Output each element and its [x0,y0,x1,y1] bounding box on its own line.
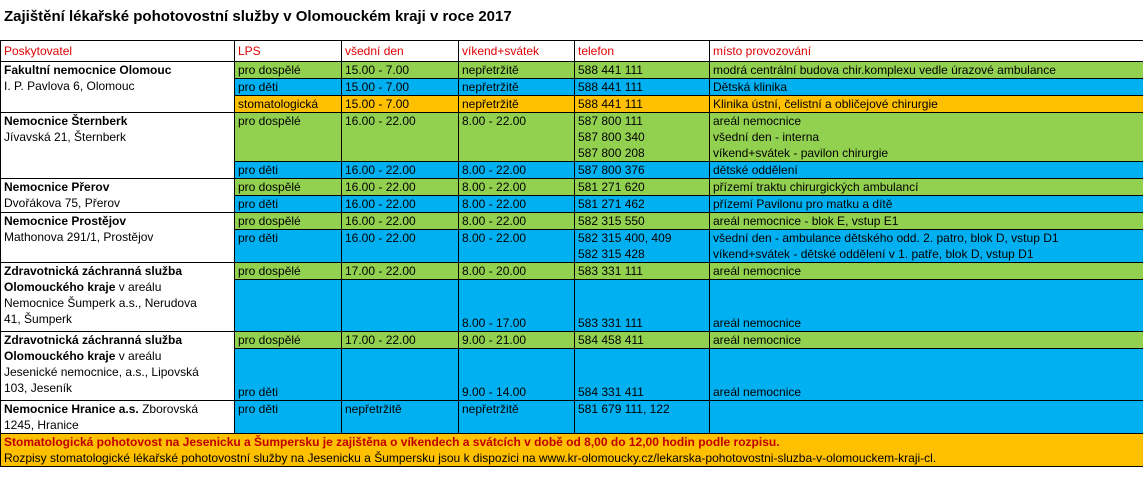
weekday-cell: 16.00 - 22.00 [342,213,459,230]
location-cell: areál nemocnice [710,332,1143,349]
provider-cell: Nemocnice Přerov Dvořákova 75, Přerov [1,179,235,213]
weekend-cell: 9.00 - 21.00 [459,332,575,349]
lps-cell: pro děti [235,401,342,434]
weekend-cell: 8.00 - 22.00 [459,196,575,213]
weekend-cell: 8.00 - 22.00 [459,113,575,162]
lps-cell: pro děti [235,230,342,263]
header-row [1,41,1143,62]
weekend-cell: 8.00 - 22.00 [459,213,575,230]
header-lps: LPS [235,41,342,62]
weekday-cell: 16.00 - 22.00 [342,113,459,162]
phone-cell: 588 441 111 [575,79,710,96]
table-row [1,113,1143,162]
lps-cell: pro dospělé [235,332,342,349]
lps-cell [235,280,342,332]
table-row [1,332,1143,349]
table-row [1,179,1143,196]
location-cell: Klinika ústní, čelistní a obličejové chirurgie [710,96,1143,113]
phone-cell: 583 331 111 [575,280,710,332]
footer-line-2: Rozpisy stomatologické lékařské pohotovostní služby na Jesenicku a Šumpersku jsou k dispozici na www.kr-olomoucky.cz/lekarska-pohotovostni-sluzba-v-olomouckem-kraji-cl. [4,451,937,465]
provider-cell: Zdravotnická záchranná služba Olomouckého kraje v areálu Nemocnice Šumperk a.s., Nerudova 41, Šumperk [1,263,235,332]
phone-cell: 588 441 111 [575,96,710,113]
table-row [1,401,1143,434]
location-cell: areál nemocnice - blok E, vstup E1 [710,213,1143,230]
phone-cell: 582 315 550 [575,213,710,230]
phone-cell: 581 679 111, 122 [575,401,710,434]
location-cell: modrá centrální budova chir.komplexu vedle úrazové ambulance [710,62,1143,79]
header-location: místo provozování [710,41,1143,62]
provider-cell: Nemocnice Prostějov Mathonova 291/1, Prostějov [1,213,235,263]
lps-cell: pro děti [235,79,342,96]
weekend-cell: 8.00 - 17.00 [459,280,575,332]
location-cell: všední den - ambulance dětského odd. 2. patro, blok D, vstup D1 víkend+svátek - dětské oddělení v 1. patře, blok D, vstup D1 [710,230,1143,263]
weekend-cell: nepřetržitě [459,401,575,434]
location-cell: přízemí traktu chirurgických ambulancí [710,179,1143,196]
phone-cell: 581 271 620 [575,179,710,196]
weekday-cell [342,280,459,332]
location-cell: areál nemocnice všední den - interna víkend+svátek - pavilon chirurgie [710,113,1143,162]
provider-cell: Zdravotnická záchranná služba Olomouckého kraje v areálu Jesenické nemocnice, a.s., Lipovská 103, Jeseník [1,332,235,401]
header-weekend: víkend+svátek [459,41,575,62]
lps-cell: pro děti [235,162,342,179]
table-row [1,62,1143,79]
weekday-cell: 16.00 - 22.00 [342,230,459,263]
lps-cell: stomatologická [235,96,342,113]
header-phone: telefon [575,41,710,62]
lps-cell: pro dospělé [235,62,342,79]
phone-cell: 584 458 411 [575,332,710,349]
location-cell: areál nemocnice [710,263,1143,280]
page-title: Zajištění lékařské pohotovostní služby v Olomouckém kraji v roce 2017 [4,8,512,25]
weekend-cell: nepřetržitě [459,62,575,79]
phone-cell: 587 800 376 [575,162,710,179]
weekday-cell: 17.00 - 22.00 [342,332,459,349]
header-provider: Poskytovatel [1,41,235,62]
lps-cell: pro dospělé [235,113,342,162]
footer-note [1,434,1143,467]
footer-line-1: Stomatologická pohotovost na Jesenicku a Šumpersku je zajištěna o víkendech a svátcích v době od 8,00 do 12,00 hodin podle rozpisu. [4,435,780,449]
phone-cell: 588 441 111 [575,62,710,79]
location-cell: areál nemocnice [710,349,1143,401]
footer-row [1,434,1143,467]
location-cell: Dětská klinika [710,79,1143,96]
phone-cell: 587 800 111 587 800 340 587 800 208 [575,113,710,162]
weekday-cell: 16.00 - 22.00 [342,196,459,213]
weekday-cell: 15.00 - 7.00 [342,62,459,79]
weekday-cell: nepřetržitě [342,401,459,434]
weekday-cell: 15.00 - 7.00 [342,96,459,113]
phone-cell: 584 331 411 [575,349,710,401]
emergency-service-table [0,40,1143,467]
phone-cell: 583 331 111 [575,263,710,280]
location-cell [710,401,1143,434]
weekday-cell: 16.00 - 22.00 [342,179,459,196]
lps-cell: pro děti [235,349,342,401]
weekday-cell: 15.00 - 7.00 [342,79,459,96]
table-row [1,263,1143,280]
weekday-cell [342,349,459,401]
phone-cell: 582 315 400, 409 582 315 428 [575,230,710,263]
weekend-cell: nepřetržitě [459,79,575,96]
lps-cell: pro dospělé [235,179,342,196]
weekend-cell: nepřetržitě [459,96,575,113]
phone-cell: 581 271 462 [575,196,710,213]
location-cell: areál nemocnice [710,280,1143,332]
provider-cell: Nemocnice Hranice a.s. Zborovská 1245, Hranice [1,401,235,434]
weekday-cell: 16.00 - 22.00 [342,162,459,179]
weekend-cell: 9.00 - 14.00 [459,349,575,401]
table-row [1,213,1143,230]
weekend-cell: 8.00 - 20.00 [459,263,575,280]
weekend-cell: 8.00 - 22.00 [459,230,575,263]
weekday-cell: 17.00 - 22.00 [342,263,459,280]
header-weekday: všední den [342,41,459,62]
lps-cell: pro dospělé [235,263,342,280]
provider-cell: Nemocnice Šternberk Jívavská 21, Šternberk [1,113,235,179]
weekend-cell: 8.00 - 22.00 [459,162,575,179]
provider-cell: Fakultní nemocnice Olomouc I. P. Pavlova 6, Olomouc [1,62,235,113]
location-cell: přízemí Pavilonu pro matku a dítě [710,196,1143,213]
weekend-cell: 8.00 - 22.00 [459,179,575,196]
lps-cell: pro dospělé [235,213,342,230]
lps-cell: pro děti [235,196,342,213]
location-cell: dětské oddělení [710,162,1143,179]
